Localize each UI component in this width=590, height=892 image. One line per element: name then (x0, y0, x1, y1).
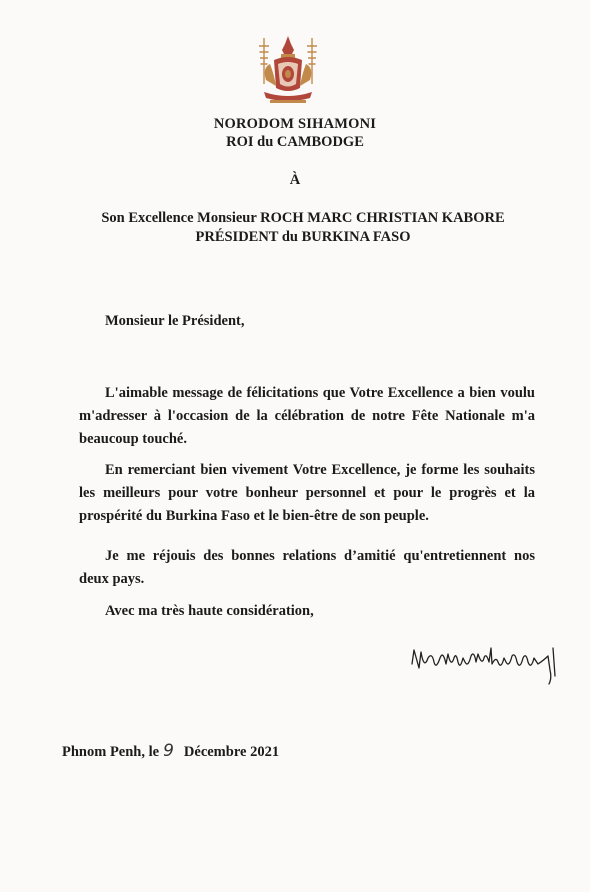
body-paragraph-3: Je me réjouis des bonnes relations d’amitié qu'entretiennent nos deux pays. (79, 548, 535, 587)
body-paragraph-1: L'aimable message de félicitations que Votre Excellence a bien voulu m'adresser à l'occasion de la célébration de notre Fête Nationale m'a beaucoup touché. (79, 385, 535, 447)
sender-title: ROI du CAMBODGE (226, 134, 364, 150)
date-day: 9 (163, 741, 174, 761)
body-paragraph-2: En remerciant bien vivement Votre Excellence, je forme les souhaits les meilleurs pour votre bonheur personnel et pour le progrès et la prospérité du Burkina Faso et le bien-être de son peuple. (79, 462, 535, 524)
addressee-prefix: À (289, 172, 301, 188)
date-line (62, 741, 279, 761)
salutation: Monsieur le Président, (105, 313, 245, 329)
closing-formula: Avec ma très haute considération, (105, 603, 314, 619)
royal-crest-icon (256, 34, 320, 106)
recipient-line-2: PRÉSIDENT du BURKINA FASO (195, 229, 411, 245)
recipient-line-1: Son Excellence Monsieur ROCH MARC CHRISTIAN KABORE (101, 210, 505, 226)
handwritten-signature-icon (410, 640, 560, 686)
date-place: Phnom Penh, le (62, 744, 160, 760)
sender-name: NORODOM SIHAMONI (213, 116, 377, 132)
date-month-year: Décembre 2021 (183, 744, 280, 760)
